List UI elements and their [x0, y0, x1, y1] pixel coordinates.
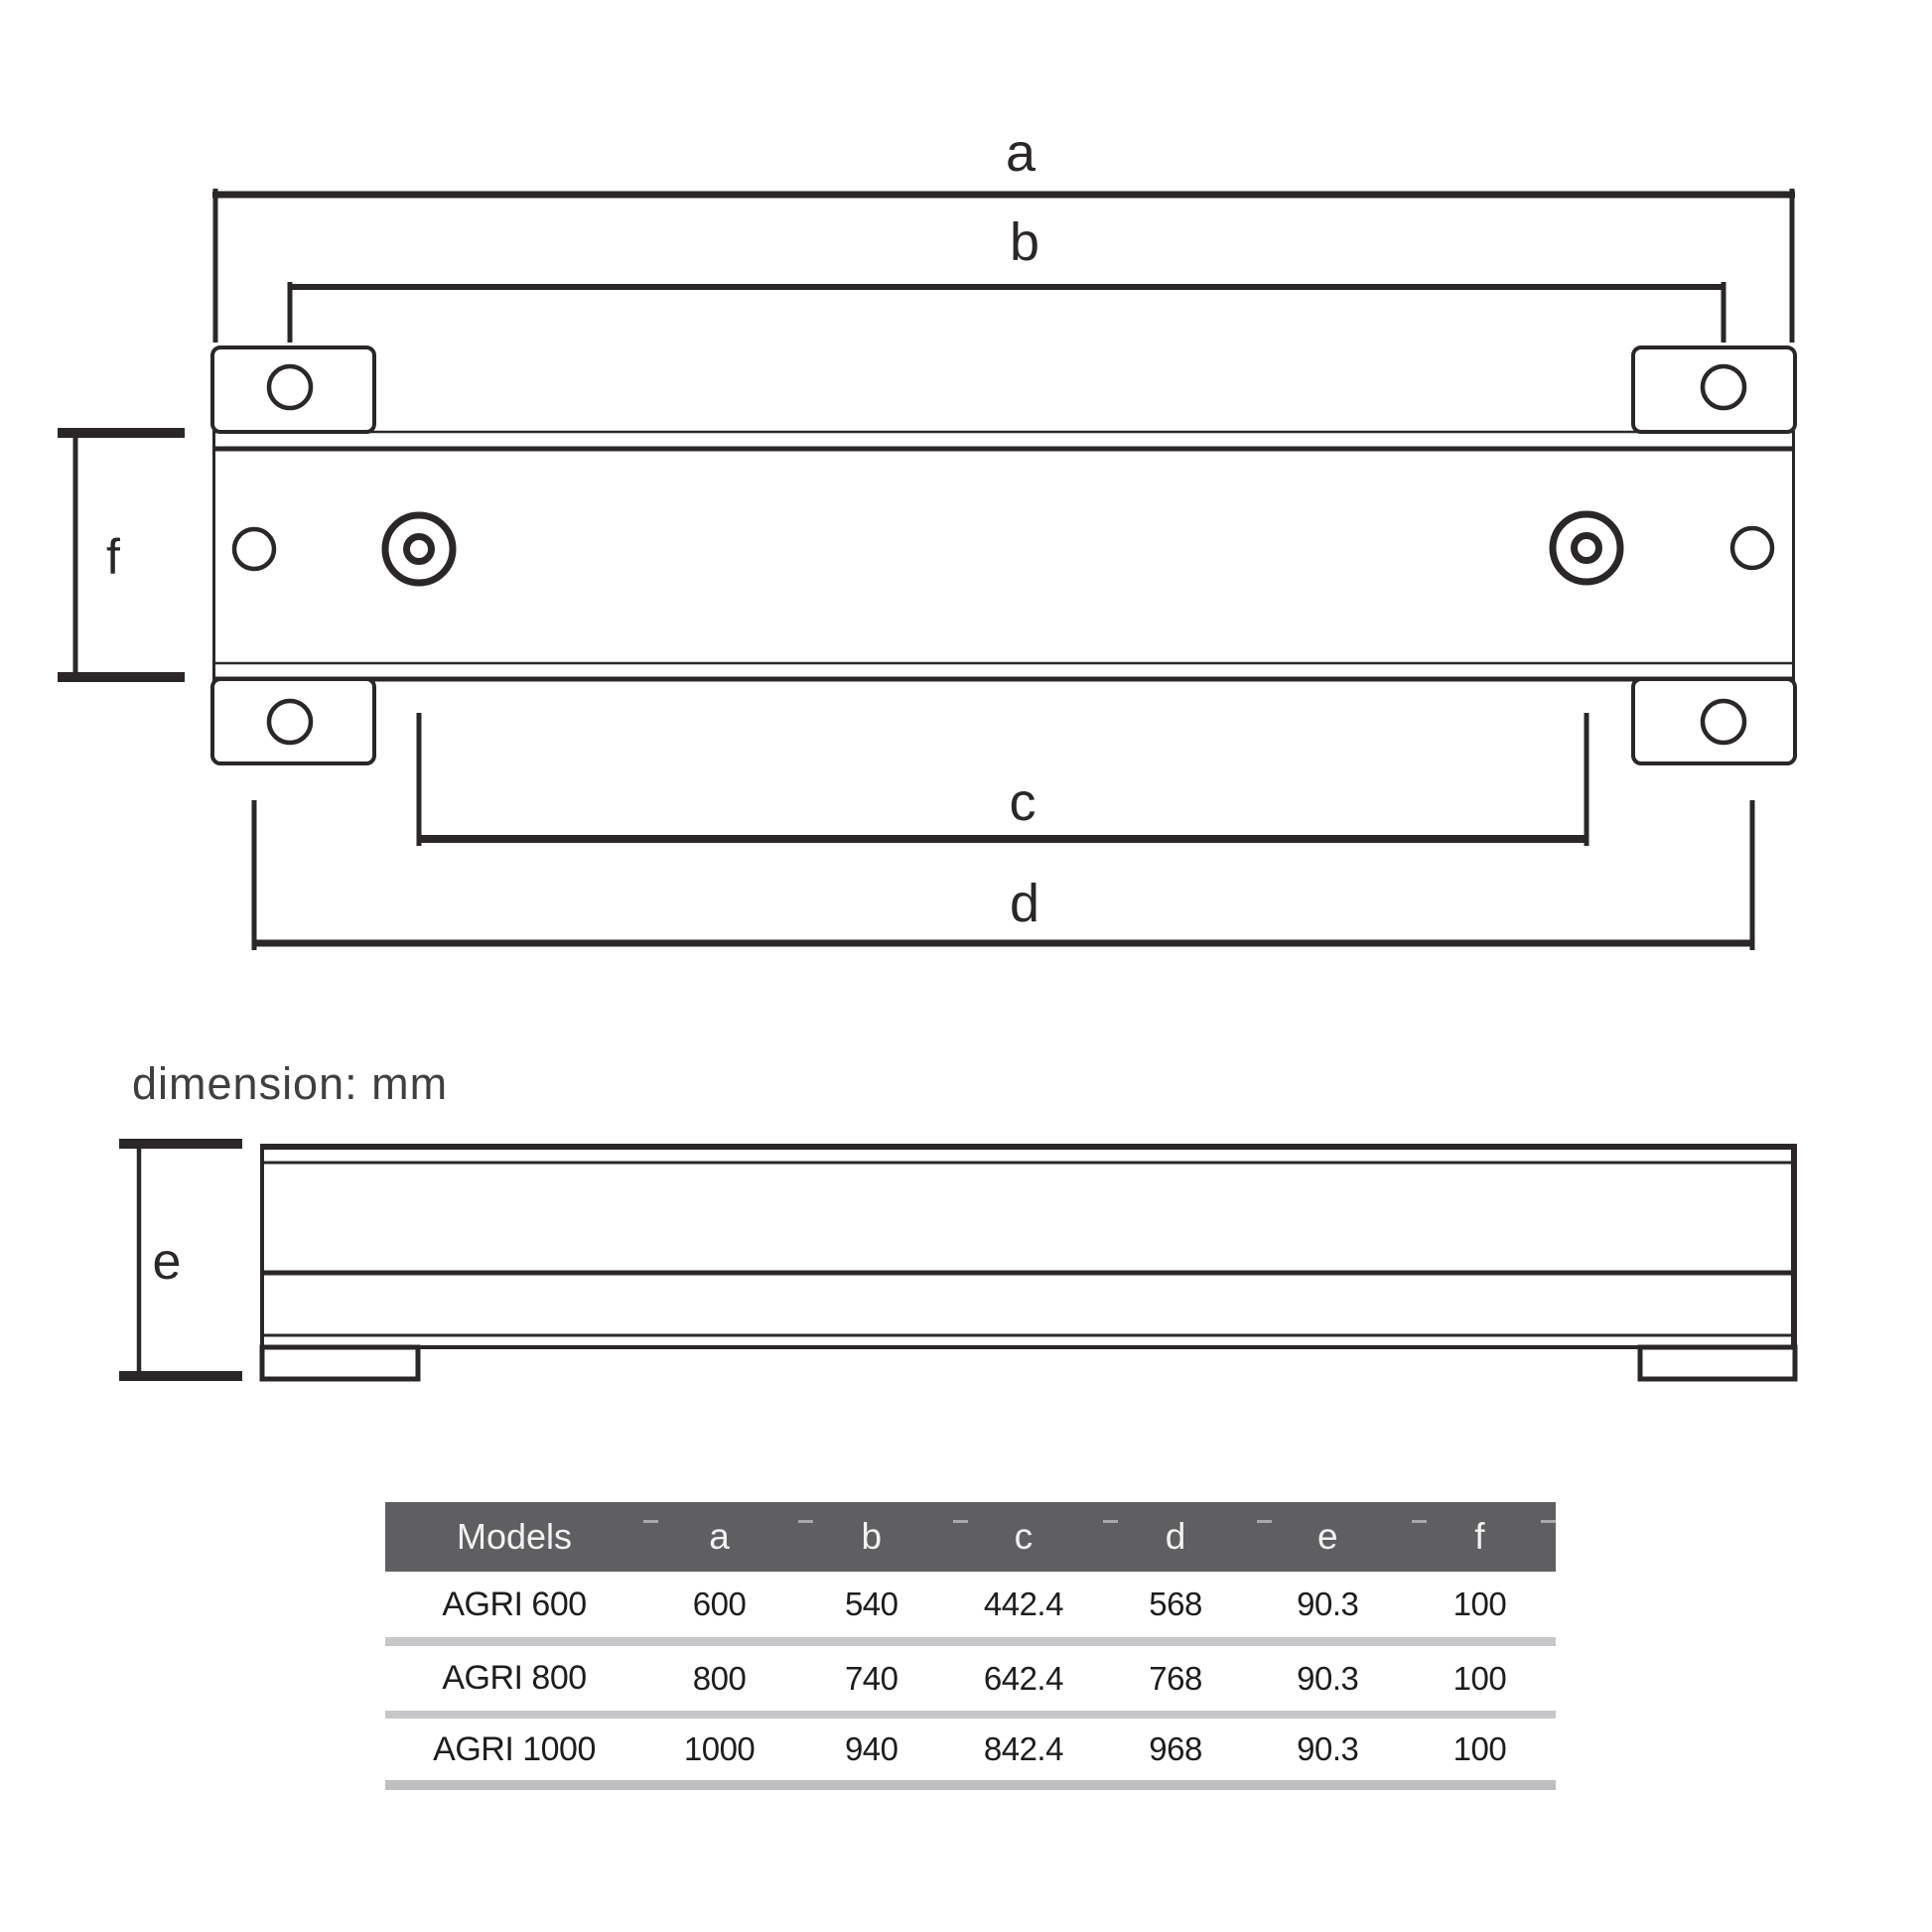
header-col-d: d — [1165, 1516, 1186, 1557]
header-tick-mark — [953, 1520, 968, 1523]
dim-label-b: b — [1009, 212, 1040, 272]
foot-left — [262, 1347, 418, 1379]
dim-a — [212, 189, 1795, 343]
mounting-tab-bottom-left — [212, 679, 374, 763]
dim-c — [419, 713, 1587, 846]
dim-label-d: d — [1009, 874, 1040, 933]
side-hole-left-icon — [234, 529, 274, 569]
spec-table-header-row — [385, 1502, 1556, 1572]
model-name: AGRI 600 — [442, 1585, 587, 1623]
value-a: 600 — [692, 1586, 747, 1622]
dim-d — [254, 800, 1752, 950]
value-b: 940 — [844, 1730, 898, 1767]
row-separator — [385, 1637, 1556, 1646]
dim-f — [58, 432, 185, 679]
header-tick-mark — [1541, 1520, 1556, 1523]
dim-label-c: c — [1009, 772, 1036, 832]
dim-label-e: e — [152, 1233, 182, 1291]
dimension-units-note: dimension: mm — [132, 1058, 449, 1109]
table-row-agri-600 — [385, 1572, 1556, 1637]
header-col-a: a — [709, 1516, 730, 1557]
value-d: 968 — [1149, 1730, 1202, 1767]
dim-b — [290, 282, 1724, 343]
value-e: 90.3 — [1297, 1730, 1359, 1767]
mounting-tab-bottom-right — [1633, 679, 1795, 763]
fixture-body-side-view — [260, 1144, 1797, 1348]
row-separator — [385, 1711, 1556, 1719]
header-tick-mark — [643, 1520, 658, 1523]
header-col-e: e — [1316, 1516, 1338, 1557]
value-c: 842.4 — [983, 1730, 1063, 1767]
header-models: Models — [456, 1516, 573, 1557]
screw-target-right-icon — [1553, 514, 1620, 582]
side-view-drawing — [119, 1144, 1797, 1379]
header-col-b: b — [861, 1516, 883, 1557]
header-tick-mark — [1103, 1520, 1118, 1523]
mounting-tab-top-left — [212, 347, 374, 432]
dim-label-a: a — [1005, 123, 1036, 183]
value-e: 90.3 — [1297, 1659, 1359, 1697]
table-bottom-bar — [385, 1780, 1556, 1790]
value-d: 568 — [1149, 1586, 1202, 1622]
value-a: 1000 — [683, 1730, 756, 1767]
value-a: 800 — [692, 1659, 747, 1697]
value-d: 768 — [1149, 1659, 1202, 1697]
model-name: AGRI 1000 — [433, 1729, 596, 1768]
value-b: 540 — [844, 1586, 898, 1622]
value-c: 642.4 — [983, 1659, 1063, 1697]
value-e: 90.3 — [1297, 1586, 1359, 1622]
top-view-drawing — [58, 189, 1795, 950]
table-row-agri-1000 — [385, 1719, 1556, 1780]
foot-right — [1640, 1347, 1795, 1379]
value-b: 740 — [844, 1659, 898, 1697]
body-holes — [234, 514, 1772, 583]
dim-label-f: f — [106, 529, 120, 585]
header-tick-mark — [798, 1520, 813, 1523]
value-f: 100 — [1452, 1586, 1507, 1622]
header-tick-mark — [1412, 1520, 1427, 1523]
header-col-c: c — [1014, 1516, 1034, 1557]
model-name: AGRI 800 — [442, 1659, 587, 1697]
value-f: 100 — [1452, 1730, 1507, 1767]
value-c: 442.4 — [983, 1586, 1063, 1622]
value-f: 100 — [1452, 1659, 1507, 1697]
header-col-f: f — [1474, 1516, 1485, 1557]
spec-table — [385, 1502, 1556, 1790]
screw-target-left-icon — [385, 515, 453, 583]
header-tick-mark — [1257, 1520, 1272, 1523]
table-row-agri-800 — [385, 1646, 1556, 1711]
side-hole-right-icon — [1732, 528, 1772, 568]
mounting-tab-top-right — [1633, 347, 1795, 432]
